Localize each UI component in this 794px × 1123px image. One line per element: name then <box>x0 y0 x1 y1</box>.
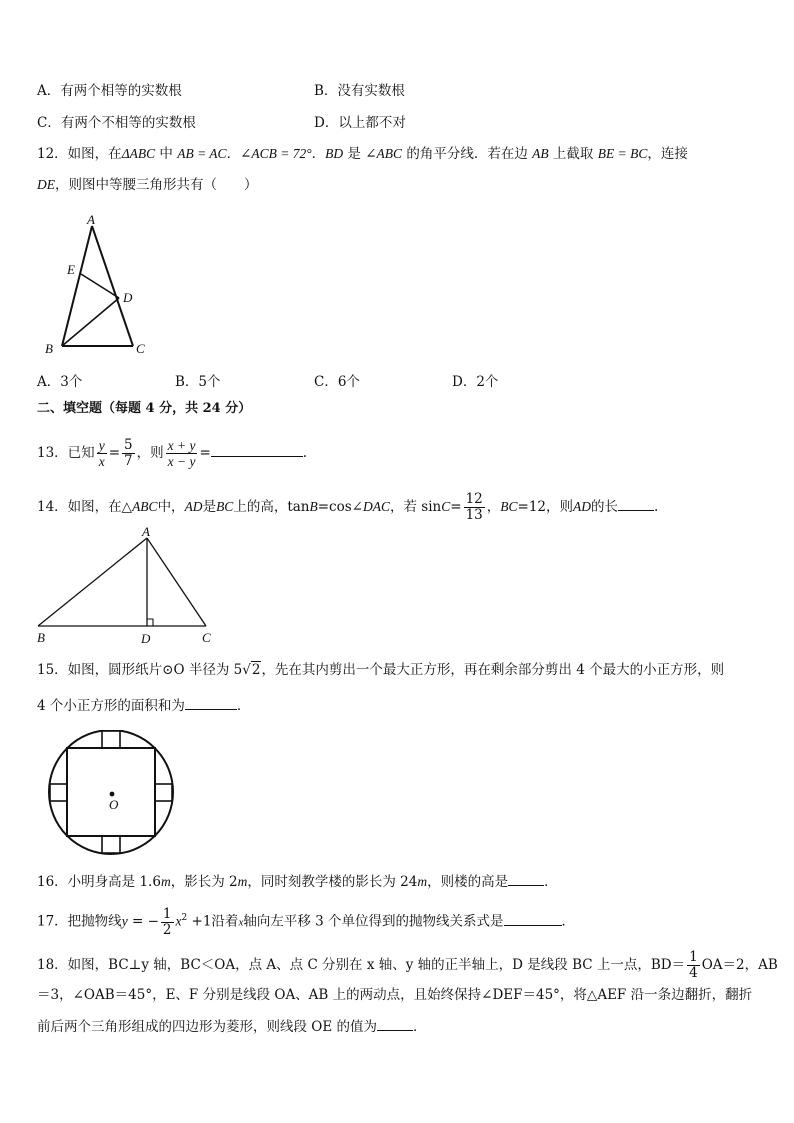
q16-stem: 16．小明身高是 1.6m，影长为 2m，同时刻教学楼的影长为 24m，则楼的高是 ． <box>37 874 558 890</box>
q12-option-a: A．3个 <box>37 374 83 390</box>
q14-triangle-figure <box>34 526 224 648</box>
q12-label-b: B <box>45 341 53 356</box>
q18-answer-blank <box>377 1018 413 1031</box>
section-heading-fill-in: 二、填空题（每题 4 分，共 24 分） <box>37 401 252 416</box>
q12-stem-line1: 12．如图，在ΔABC 中 AB = AC．∠ACB = 72°．BD 是 ∠ABC 的角平分线．若在边 AB 上截取 BE = BC，连接 <box>37 146 688 162</box>
q14-label-d: D <box>141 631 151 646</box>
q11-option-d: D．以上都不对 <box>314 115 406 131</box>
q11-option-c: C．有两个不相等的实数根 <box>37 115 196 131</box>
q18-stem-line3: 前后两个三角形组成的四边形为菱形，则线段 OE 的值为 ． <box>37 1019 427 1035</box>
q15-answer-blank <box>185 697 237 710</box>
q12-label-c: C <box>136 341 145 356</box>
q14-label-c: C <box>202 630 211 645</box>
q14-answer-blank <box>618 498 654 511</box>
q12-label-a: A <box>87 212 95 227</box>
q14-stem: 14．如图，在△ABC中，AD是BC上的高，tanB=cos∠DAC，若 sinC= $\frac{12}{13}$ ，BC=12，则AD的长 . <box>37 491 659 523</box>
q15-stem-line1: 15．如图，圆形纸片⊙O 半径为 5√2，先在其内剪出一个最大正方形，再在剩余部分剪出 4 个最大的小正方形，则 <box>37 662 725 678</box>
q17-stem: 17．把抛物线y = − $\frac{1}{2}$ $x^2 +1$沿着x轴向左平移 3 个单位得到的抛物线关系式是 ． <box>37 905 575 938</box>
q12-stem-line2: DE，则图中等腰三角形共有（ ） <box>37 177 258 193</box>
q13-answer-blank <box>211 444 303 457</box>
q18-stem-line1: 18．如图，BC⊥y 轴，BC＜OA，点 A、点 C 分别在 x 轴、y 轴的正半轴上，D 是线段 BC 上一点，BD＝ $\frac{1}{4}$ OA＝2，AB <box>37 949 778 981</box>
q12-option-d: D．2个 <box>452 374 499 390</box>
q12-label-e: E <box>67 262 75 277</box>
q13-stem: 13．已知 $\frac{y}{x}$ = $\frac{5}{7}$ ，则 $\frac{x + y}{x - y}$ = . <box>37 437 308 469</box>
q11-option-b: B．没有实数根 <box>314 83 405 99</box>
q14-label-b: B <box>37 630 45 645</box>
q12-option-b: B．5个 <box>175 374 221 390</box>
q16-answer-blank <box>508 873 544 886</box>
q12-label-d: D <box>123 290 133 305</box>
q12-triangle-figure <box>40 212 160 362</box>
q18-stem-line2: ＝3，∠OAB＝45°，E、F 分别是线段 OA、AB 上的两动点，且始终保持∠DEF＝45°，将△AEF 沿一条边翻折，翻折 <box>37 987 753 1003</box>
q15-circle-squares-figure <box>46 730 176 856</box>
q12-option-c: C．6个 <box>314 374 360 390</box>
q15-stem-line2: 4 个小正方形的面积和为 ． <box>37 698 251 714</box>
q15-label-o: O <box>109 797 119 812</box>
q11-option-a: A．有两个相等的实数根 <box>37 83 182 99</box>
q14-label-a: A <box>142 526 150 539</box>
q17-answer-blank <box>504 913 562 926</box>
